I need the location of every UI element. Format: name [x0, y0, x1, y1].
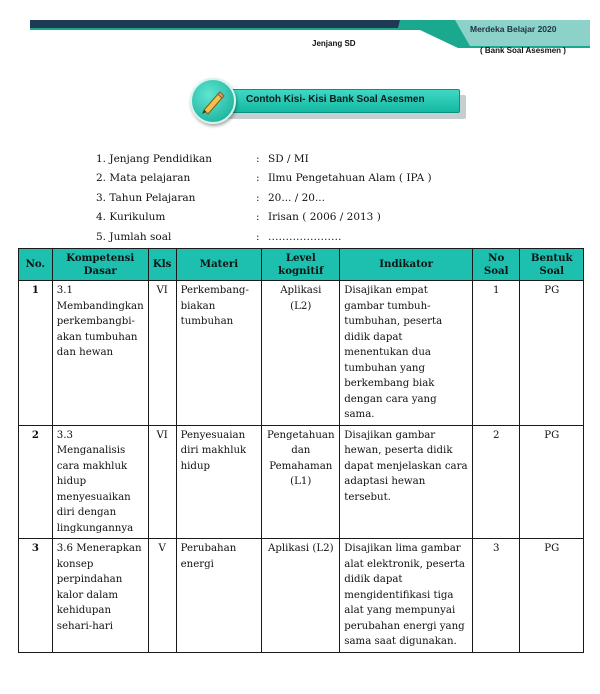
- header-decoration: [0, 0, 600, 70]
- header-year-label: Merdeka Belajar 2020: [470, 24, 557, 34]
- info-label: 1. Jenjang Pendidikan: [96, 152, 212, 165]
- pencil-icon: [200, 88, 228, 116]
- table-row: [19, 539, 584, 653]
- cell-bentuk: PG: [520, 539, 584, 653]
- cell-no: 1: [19, 281, 53, 426]
- column-header-materi: Materi: [176, 249, 262, 281]
- info-separator: :: [256, 172, 260, 185]
- info-separator: :: [256, 230, 260, 243]
- info-label: 5. Jumlah soal: [96, 230, 172, 243]
- kisi-kisi-table: [18, 248, 584, 653]
- column-header-indikator: Indikator: [340, 249, 473, 281]
- cell-materi: Penyesuaian diri makhluk hidup: [176, 425, 262, 539]
- banner-icon-badge: [190, 78, 236, 124]
- info-row-mapel: [96, 169, 432, 189]
- column-header-bentuk: Bentuk Soal: [520, 249, 584, 281]
- cell-no-soal: 1: [472, 281, 519, 426]
- cell-level: Aplikasi (L2): [262, 281, 340, 426]
- column-header-no: No.: [19, 249, 53, 281]
- page-header: [0, 0, 600, 70]
- info-list: [96, 149, 432, 247]
- cell-kls: VI: [148, 425, 176, 539]
- info-label: 4. Kurikulum: [96, 211, 166, 224]
- column-header-kompetensi: Kompetensi Dasar: [52, 249, 148, 281]
- header-subtitle-label: ( Bank Soal Asesmen ): [480, 46, 566, 55]
- column-header-no-soal: No Soal: [472, 249, 519, 281]
- banner-title: Contoh Kisi- Kisi Bank Soal Asesmen: [246, 94, 425, 105]
- cell-level: Aplikasi (L2): [262, 539, 340, 653]
- info-separator: :: [256, 211, 260, 224]
- cell-kompetensi: 3.3 Menganalisis cara makhluk hidup menyesuaikan diri dengan lingkungannya: [52, 425, 148, 539]
- info-label: 3. Tahun Pelajaran: [96, 191, 196, 204]
- cell-kls: VI: [148, 281, 176, 426]
- table-row: [19, 281, 584, 426]
- table-row: [19, 425, 584, 539]
- info-value: 20... / 20...: [268, 191, 325, 204]
- cell-level: Pengetahuan dan Pemahaman (L1): [262, 425, 340, 539]
- info-row-jumlah: [96, 227, 432, 247]
- info-row-tahun: [96, 188, 432, 208]
- info-separator: :: [256, 191, 260, 204]
- cell-no: 2: [19, 425, 53, 539]
- cell-indikator: Disajikan lima gambar alat elektronik, peserta didik dapat mengidentifikasi tiga alat yang mempunyai perubahan energi yang sama saat digunakan.: [340, 539, 473, 653]
- cell-indikator: Disajikan empat gambar tumbuh- tumbuhan, peserta didik dapat menentukan dua tumbuhan yang berkembang biak dengan cara yang sama.: [340, 281, 473, 426]
- column-header-kls: Kls: [148, 249, 176, 281]
- table-header-row: [19, 249, 584, 281]
- info-value: SD / MI: [268, 152, 309, 165]
- cell-kls: V: [148, 539, 176, 653]
- cell-materi: Perkembang- biakan tumbuhan: [176, 281, 262, 426]
- info-value: …………………: [268, 230, 342, 243]
- cell-no: 3: [19, 539, 53, 653]
- info-row-jenjang: [96, 149, 432, 169]
- cell-no-soal: 3: [472, 539, 519, 653]
- cell-indikator: Disajikan gambar hewan, peserta didik dapat menjelaskan cara adaptasi hewan tersebut.: [340, 425, 473, 539]
- info-separator: :: [256, 152, 260, 165]
- column-header-level: Level kognitif: [262, 249, 340, 281]
- info-label: 2. Mata pelajaran: [96, 172, 191, 185]
- cell-no-soal: 2: [472, 425, 519, 539]
- title-banner: [190, 78, 480, 124]
- info-value: Ilmu Pengetahuan Alam ( IPA ): [268, 172, 432, 185]
- cell-kompetensi: 3.1 Membandingkan perkembangbi- akan tumbuhan dan hewan: [52, 281, 148, 426]
- header-level-label: Jenjang SD: [312, 39, 356, 48]
- info-value: Irisan ( 2006 / 2013 ): [268, 211, 381, 224]
- cell-materi: Perubahan energi: [176, 539, 262, 653]
- cell-kompetensi: 3.6 Menerapkan konsep perpindahan kalor dalam kehidupan sehari-hari: [52, 539, 148, 653]
- cell-bentuk: PG: [520, 425, 584, 539]
- cell-bentuk: PG: [520, 281, 584, 426]
- info-row-kurikulum: [96, 208, 432, 228]
